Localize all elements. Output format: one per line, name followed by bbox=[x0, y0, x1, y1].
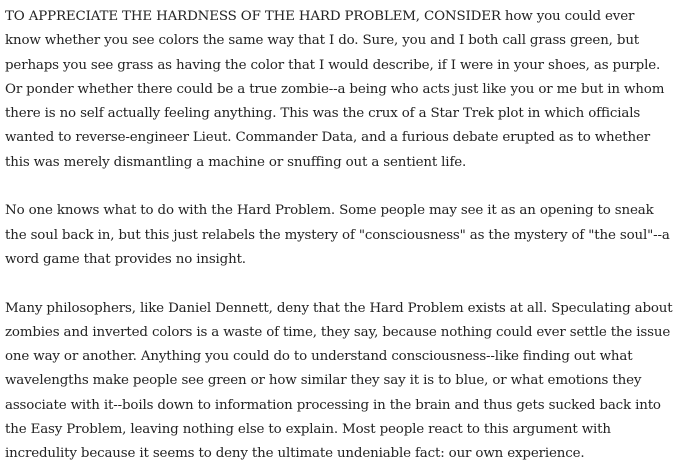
paragraph-no-one-knows: No one knows what to do with the Hard Problem. Some people may see it as an opening to sneak the soul back in, but this just relabels the mystery of "consciousness" as the mystery of "the soul"--a word game that provides no insight. bbox=[5, 203, 670, 267]
article-body bbox=[5, 5, 673, 467]
paragraph-colors-zombies: TO APPRECIATE THE HARDNESS OF THE HARD PROBLEM, CONSIDER how you could ever know whether you see colors the same way that I do. Sure, you and I both call grass green, but perhaps you see grass as having the color that I would describe, if I were in your shoes, as purple. Or ponder whether there could be a true zombie--a being who acts just like you or me but in whom there is no self actually feeling anything. This was the crux of a Star Trek plot in which officials wanted to reverse-engineer Lieut. Commander Data, and a furious debate erupted as to whether this was merely dismantling a machine or snuffing out a sentient life. bbox=[5, 9, 665, 170]
paragraph-philosophers-dennett: Many philosophers, like Daniel Dennett, deny that the Hard Problem exists at all. Speculating about zombies and inverted colors is a waste of time, they say, because nothing could ever settle the issue one way or another. Anything you could do to understand consciousness--like finding out what wavelengths make people see green or how similar they say it is to blue, or what emotions they associate with it--boils down to information processing in the brain and thus gets sucked back into the Easy Problem, leaving nothing else to explain. Most people react to this argument with incredulity because it seems to deny the ultimate undeniable fact: our own experience. bbox=[5, 300, 673, 462]
